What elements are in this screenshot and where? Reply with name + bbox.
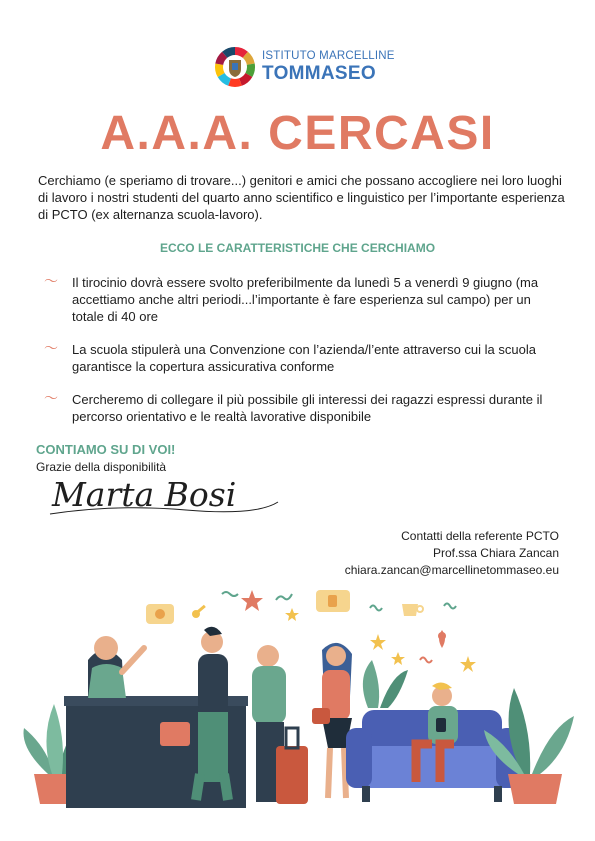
signature <box>46 470 282 518</box>
travel-scene-illustration <box>0 578 595 808</box>
plant-behind-sofa <box>363 660 408 708</box>
list-item <box>44 341 564 375</box>
signature-text: Marta Bosi <box>52 475 237 514</box>
call-to-action: CONTIAMO SU DI VOI! <box>36 442 176 457</box>
section-heading: ECCO LE CARATTERISTICHE CHE CERCHIAMO <box>159 241 436 255</box>
thanks-text: Grazie della disponibilità <box>36 460 167 474</box>
logo-school-name: TOMMASEO <box>262 63 376 85</box>
list-item <box>44 274 564 325</box>
contact-block <box>345 528 559 579</box>
intro-paragraph: Cerchiamo (e speriamo di trovare...) genitori e amici che possano accogliere nei loro luoghi di lavoro i nostri studenti del quarto anno scientifico e linguistico per l’importante esperienza di PCTO (ex alternanza scuola-lavoro). <box>38 173 565 222</box>
map-pin-icon <box>438 630 446 648</box>
contact-email[interactable]: chiara.zancan@marcellinetommaseo.eu <box>344 563 559 577</box>
school-logo <box>214 45 395 89</box>
list-item-text: La scuola stipulerà una Convenzione con l’azienda/l’ente attraverso cui la scuola garantisce la copertura assicurativa conforme <box>72 342 536 374</box>
requirements-list <box>44 274 564 425</box>
star-icon <box>285 608 476 672</box>
list-item <box>44 391 564 425</box>
key-icon <box>192 605 206 618</box>
wave-icon: 〜 <box>44 273 58 289</box>
wave-icon: 〜 <box>44 340 58 356</box>
thumbs-up-bubble-icon <box>316 590 350 612</box>
list-item-text: Cercheremo di collegare il più possibile gli interessi dei ragazzi espressi durante il percorso orientativo e le realtà lavorative disponibile <box>72 392 543 424</box>
school-crest-icon <box>214 46 256 88</box>
receptionist-figure <box>88 636 144 698</box>
logo-institute-line: ISTITUTO MARCELLINE <box>262 49 395 62</box>
star-icon <box>241 590 263 611</box>
contact-name: Prof.ssa Chiara Zancan <box>432 546 559 560</box>
contact-label: Contatti della referente PCTO <box>401 529 559 543</box>
list-item-text: Il tirocinio dovrà essere svolto preferibilmente da lunedì 5 a venerdì 9 giugno (ma accettiamo anche altri periodi...l’importante è fare esperienza sul campo) per un totale di 40 ore <box>72 275 539 324</box>
wave-icon: 〜 <box>44 390 58 406</box>
chat-bubble-icon <box>146 604 174 624</box>
traveller-suitcase-figure <box>252 645 308 804</box>
coffee-cup-icon <box>402 604 423 616</box>
page-title: A.A.A. CERCASI <box>100 107 495 160</box>
